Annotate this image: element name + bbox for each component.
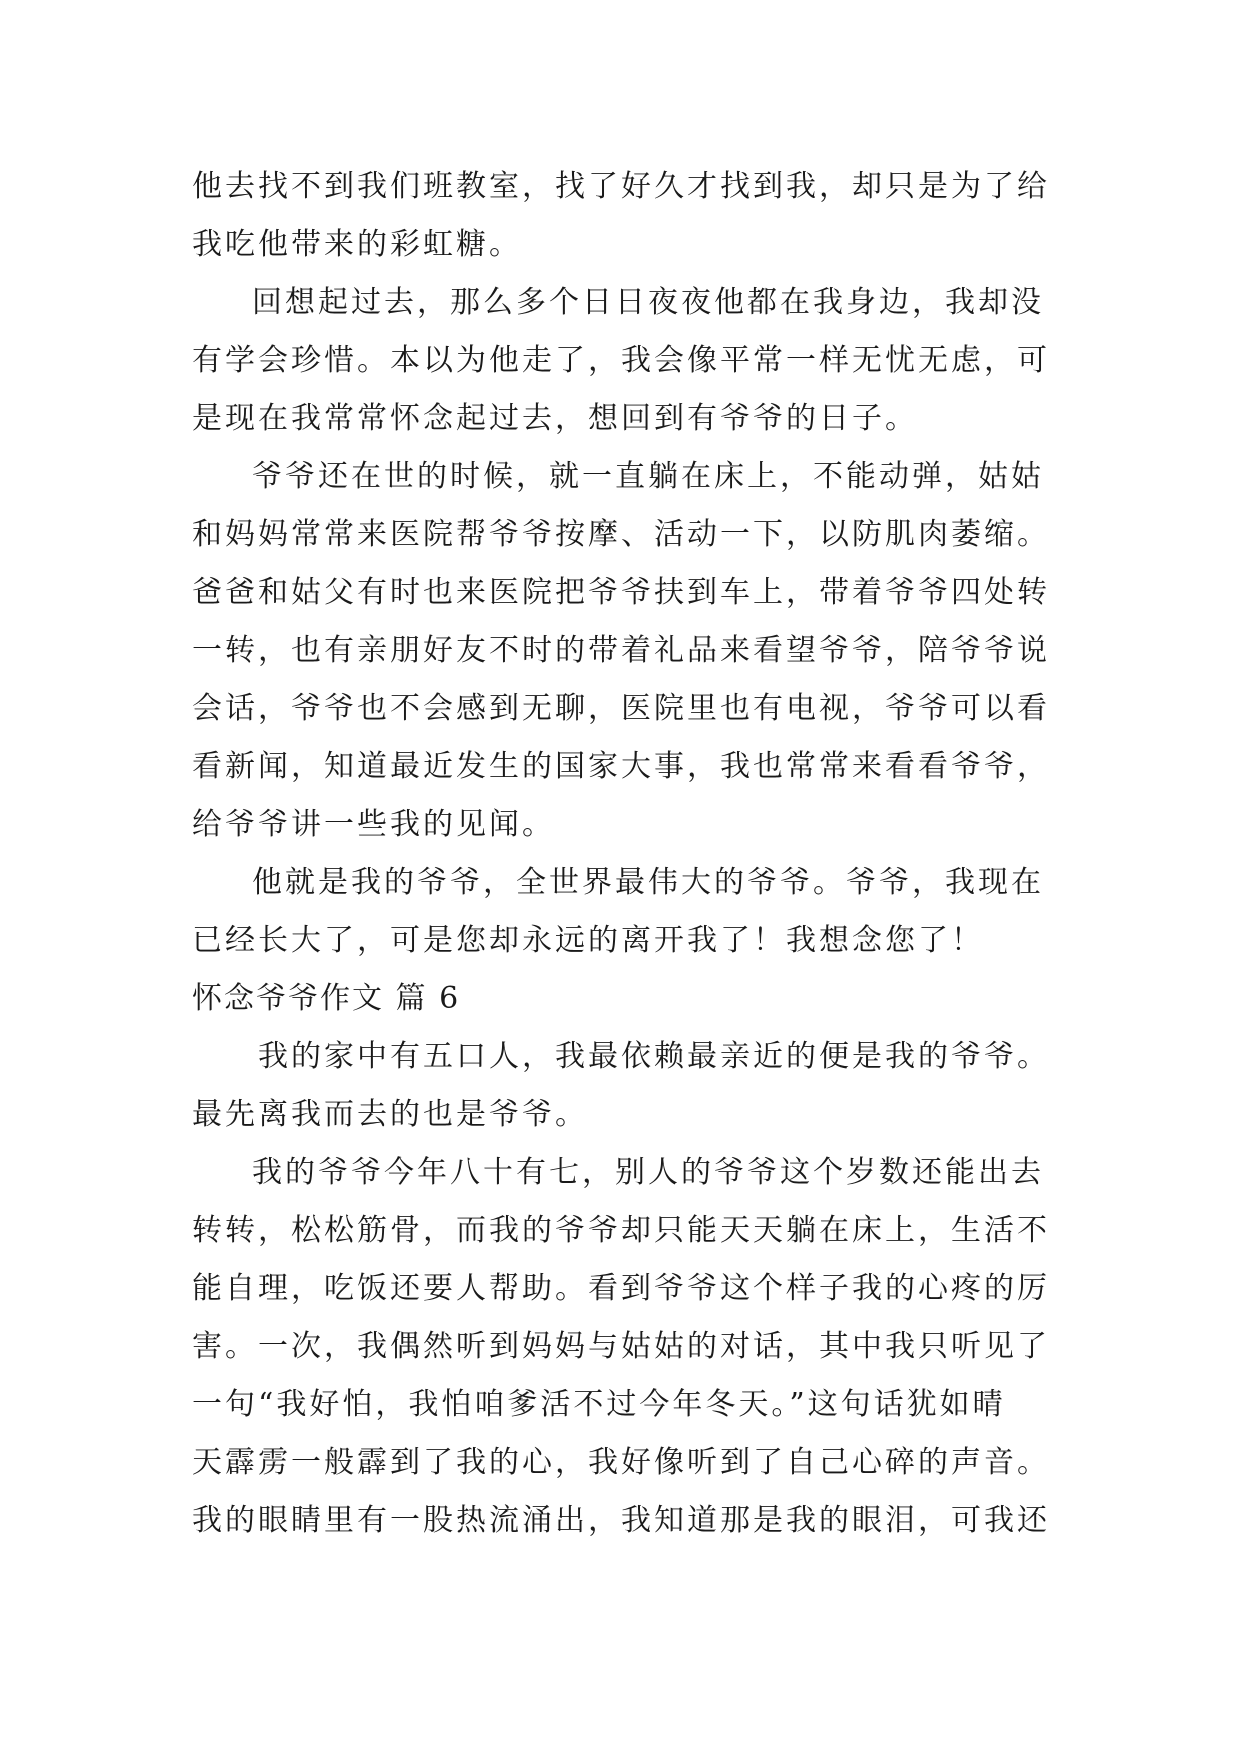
text-line: 一句“我好怕，我怕咱爹活不过今年冬天。”这句话犹如晴: [192, 1387, 1006, 1422]
text-line: 给爷爷讲一些我的见闻。: [192, 807, 555, 842]
text-line: 已经长大了，可是您却永远的离开我了！我想念您了！: [192, 923, 984, 958]
text-line: 看新闻，知道最近发生的国家大事，我也常常来看看爷爷，: [192, 749, 1050, 784]
text-line: 是现在我常常怀念起过去，想回到有爷爷的日子。: [192, 401, 918, 436]
text-line: 和妈妈常常来医院帮爷爷按摩、活动一下，以防肌肉萎缩。: [192, 517, 1050, 552]
text-line: 一转，也有亲朋好友不时的带着礼品来看望爷爷，陪爷爷说: [192, 633, 1050, 668]
paragraph-start-line: 他就是我的爷爷，全世界最伟大的爷爷。爷爷，我现在: [252, 865, 1044, 900]
text-line: 有学会珍惜。本以为他走了，我会像平常一样无忧无虑，可: [192, 343, 1050, 378]
text-line: 会话，爷爷也不会感到无聊，医院里也有电视，爷爷可以看: [192, 691, 1050, 726]
paragraph-start-line: 回想起过去，那么多个日日夜夜他都在我身边，我却没: [252, 285, 1044, 320]
text-line: 最先离我而去的也是爷爷。: [192, 1097, 588, 1132]
paragraph-start-line: 我的爷爷今年八十有七，别人的爷爷这个岁数还能出去: [252, 1155, 1044, 1190]
paragraph-start-line: 我的家中有五口人，我最依赖最亲近的便是我的爷爷。: [258, 1039, 1050, 1074]
paragraph-start-line: 爷爷还在世的时候，就一直躺在床上，不能动弹，姑姑: [252, 459, 1044, 494]
text-line: 他去找不到我们班教室，找了好久才找到我，却只是为了给: [192, 169, 1050, 204]
section-heading: 怀念爷爷作文 篇 6: [192, 981, 461, 1016]
text-line: 我吃他带来的彩虹糖。: [192, 227, 522, 262]
text-line: 爸爸和姑父有时也来医院把爷爷扶到车上，带着爷爷四处转: [192, 575, 1050, 610]
text-line: 能自理，吃饭还要人帮助。看到爷爷这个样子我的心疼的厉: [192, 1271, 1050, 1306]
text-line: 天霹雳一般霹到了我的心，我好像听到了自己心碎的声音。: [192, 1445, 1050, 1480]
text-line: 转转，松松筋骨，而我的爷爷却只能天天躺在床上，生活不: [192, 1213, 1050, 1248]
text-line: 我的眼睛里有一股热流涌出，我知道那是我的眼泪，可我还: [192, 1503, 1050, 1538]
text-line: 害。一次，我偶然听到妈妈与姑姑的对话，其中我只听见了: [192, 1329, 1050, 1364]
